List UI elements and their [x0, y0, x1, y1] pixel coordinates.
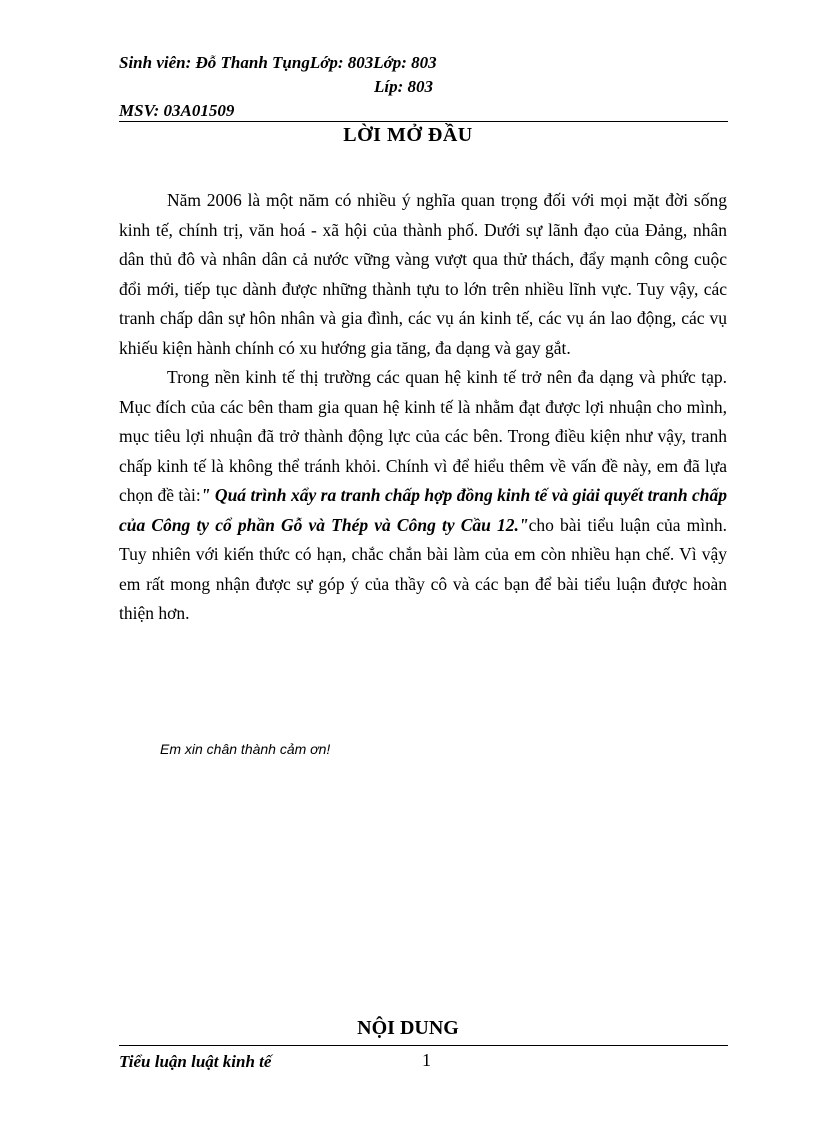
- page-title: LỜI MỞ ĐẦU: [343, 124, 473, 146]
- footer-document-title: Tiểu luận luật kinh tế: [119, 1052, 272, 1071]
- paragraph-2: [119, 363, 727, 629]
- thesis-topic: " Quá trình xẩy ra tranh chấp hợp đồng kinh tế và giải quyết tranh chấp của Công ty cổ phần Gỗ và Thép và Công ty Cầu 12.": [119, 485, 728, 535]
- paragraph-2-end: cho bài tiểu luận của mình. Tuy nhiên với kiến thức có hạn, chắc chắn bài làm của em còn nhiều hạn chế. Vì vậy em rất mong nhận được sự góp ý của thầy cô và các bạn để bài tiểu luận được hoàn thiện hơn.: [119, 514, 727, 623]
- paragraph-2-start: Trong nền kinh tế thị trường các quan hệ kinh tế trở nên đa dạng và phức tạp. Mục đích của các bên tham gia quan hệ kinh tế là nhằm đạt được lợi nhuận cho mình, mục tiêu lợi nhuận đã trở thành động lực của các bên. Trong điều kiện như vậy, tranh chấp kinh tế là không thể tránh khỏi. Chính vì để hiểu thêm về vấn đề này, em đã lựa chọn đề tài:: [119, 367, 727, 505]
- section-heading: NỘI DUNG: [357, 1017, 459, 1039]
- page-number: 1: [422, 1050, 431, 1070]
- closing-thanks: Em xin chân thành cảm ơn!: [160, 741, 331, 757]
- header-student-name: Sinh viên: Đỗ Thanh TụngLớp: 803Lớp: 803: [119, 53, 437, 72]
- body-text: [119, 186, 727, 629]
- footer-divider: [119, 1045, 728, 1046]
- paragraph-1: Năm 2006 là một năm có nhiều ý nghĩa quan trọng đối với mọi mặt đời sống kinh tế, chính trị, văn hoá - xã hội của thành phố. Dưới sự lãnh đạo của Đảng, nhân dân thủ đô và nhân dân cả nước vững vàng vượt qua thử thách, đẩy mạnh công cuộc đổi mới, tiếp tục dành được những thành tựu to lớn trên nhiều lĩnh vực. Tuy vậy, các tranh chấp dân sự hôn nhân và gia đình, các vụ án kinh tế, các vụ án lao động, các vụ khiếu kiện hành chính có xu hướng gia tăng, đa dạng và gay gắt.: [119, 190, 727, 358]
- header-student-id: MSV: 03A01509: [119, 101, 235, 120]
- header-class: Líp: 803: [374, 77, 434, 96]
- header-divider: [119, 121, 728, 122]
